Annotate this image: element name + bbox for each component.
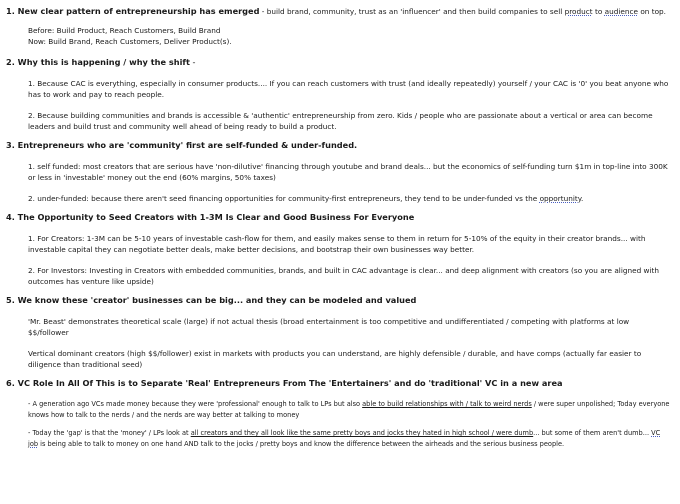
- section-6-point-2-end: is being able to talk to money on one hand AND talk to the jocks / pretty boys and know the difference between the airheads and the serious business people.: [38, 439, 565, 448]
- product-link[interactable]: product: [564, 7, 593, 16]
- section-6-point-2: [6, 428, 674, 449]
- section-6-point-1: [6, 399, 674, 420]
- section-5-point-2: Vertical dominant creators (high $$/follower) exist in markets with products you can understand, are highly defensible / durable, and have comps (actually far easier to diligence than traditional seed): [28, 349, 642, 369]
- weird-nerds-link[interactable]: able to build relationships with / talk to weird nerds: [362, 400, 532, 408]
- section-2-heading-suffix: -: [189, 57, 196, 67]
- opportunity-link[interactable]: opportunity: [539, 194, 582, 203]
- section-1-intro-end: on top.: [638, 7, 667, 16]
- section-2-heading: 2. Why this is happening / why the shift: [6, 57, 190, 67]
- now-line: Now: Build Brand, Reach Customers, Deliver Product(s).: [28, 37, 232, 46]
- all-creators-link[interactable]: all creators and they all look like the same pretty boys and jocks they hated in high school / were dumb: [190, 429, 534, 437]
- section-2-point-1: 1. Because CAC is everything, especially in consumer products.... If you can reach customers with trust (and ideally repeatedly) yourself / your CAC is '0' you beat anyone who has to work and pay to reach people.: [28, 79, 669, 99]
- section-1-intro: [259, 7, 666, 16]
- section-4-heading: 4. The Opportunity to Seed Creators with 1-3M Is Clear and Good Business For Everyone: [6, 212, 415, 222]
- section-3-point-1: 1. self funded: most creators that are serious have 'non-dilutive' financing through youtube and brand deals... but the economics of self-funding turn $1m in top-line into 300K or less in 'investable' money out the end (60% margins, 50% taxes): [28, 162, 668, 182]
- section-1-heading: 1. New clear pattern of entrepreneurship has emerged: [6, 6, 260, 16]
- section-1-heading-line: [6, 6, 674, 17]
- section-3-point-2-text: 2. under-funded: because there aren't seed financing opportunities for community-first entrepreneurs, they tend to be under-funded vs the: [28, 194, 540, 203]
- section-3-point-2-end: .: [581, 194, 584, 203]
- section-3-heading: 3. Entrepreneurs who are 'community' first are self-funded & under-funded.: [6, 140, 358, 150]
- vc-job-link[interactable]: VC job: [28, 429, 661, 448]
- section-6-point-1-text: - A generation ago VCs made money because they were 'professional' enough to talk to LPs but also: [28, 400, 363, 408]
- section-2-point-2: 2. Because building communities and brands is accessible & 'authentic' entrepreneurship from zero. Kids / people who are passionate about a vertical or area can become leaders and build trust and community well ahead of being ready to build a product.: [28, 111, 653, 131]
- section-6-heading: 6. VC Role In All Of This is to Separate 'Real' Entrepreneurs From The 'Entertainers' and do 'traditional' VC in a new area: [6, 378, 563, 388]
- section-1-intro-text: - build brand, community, trust as an 'influencer' and then build companies to sell: [259, 7, 565, 16]
- section-4-point-1: 1. For Creators: 1-3M can be 5-10 years of investable cash-flow for them, and easily makes sense to them in return for 5-10% of the equity in their creator brands... with investable capital they can negotiate better deals, make better decisions, and bootstrap their own businesses way better.: [28, 234, 646, 254]
- section-6-point-2-mid: ... but some of them aren't dumb...: [533, 429, 652, 437]
- section-3-point-2: [6, 193, 674, 204]
- section-6-point-1-end: / were super unpolished; Today everyone knows how to talk to the nerds / and the nerds are way better at talking to money: [28, 400, 670, 419]
- section-5-point-1: 'Mr. Beast' demonstrates theoretical scale (large) if not actual thesis (broad entertainment is too competitive and undifferentiated / competing with platforms at low $$/follower: [28, 317, 630, 337]
- section-5-heading: 5. We know these 'creator' businesses can be big... and they can be modeled and valued: [6, 295, 417, 305]
- section-6-point-2-text: - Today the 'gap' is that the 'money' / LPs look at: [28, 429, 191, 437]
- section-2-heading-line: [6, 57, 674, 68]
- section-1-to: to: [592, 7, 605, 16]
- audience-link[interactable]: audience: [604, 7, 638, 16]
- before-line: Before: Build Product, Reach Customers, Build Brand: [28, 26, 221, 35]
- section-4-point-2: 2. For Investors: Investing in Creators with embedded communities, brands, and built in CAC advantage is clear... and deep alignment with creators (so you are aligned with outcomes has venture like upside): [28, 266, 660, 286]
